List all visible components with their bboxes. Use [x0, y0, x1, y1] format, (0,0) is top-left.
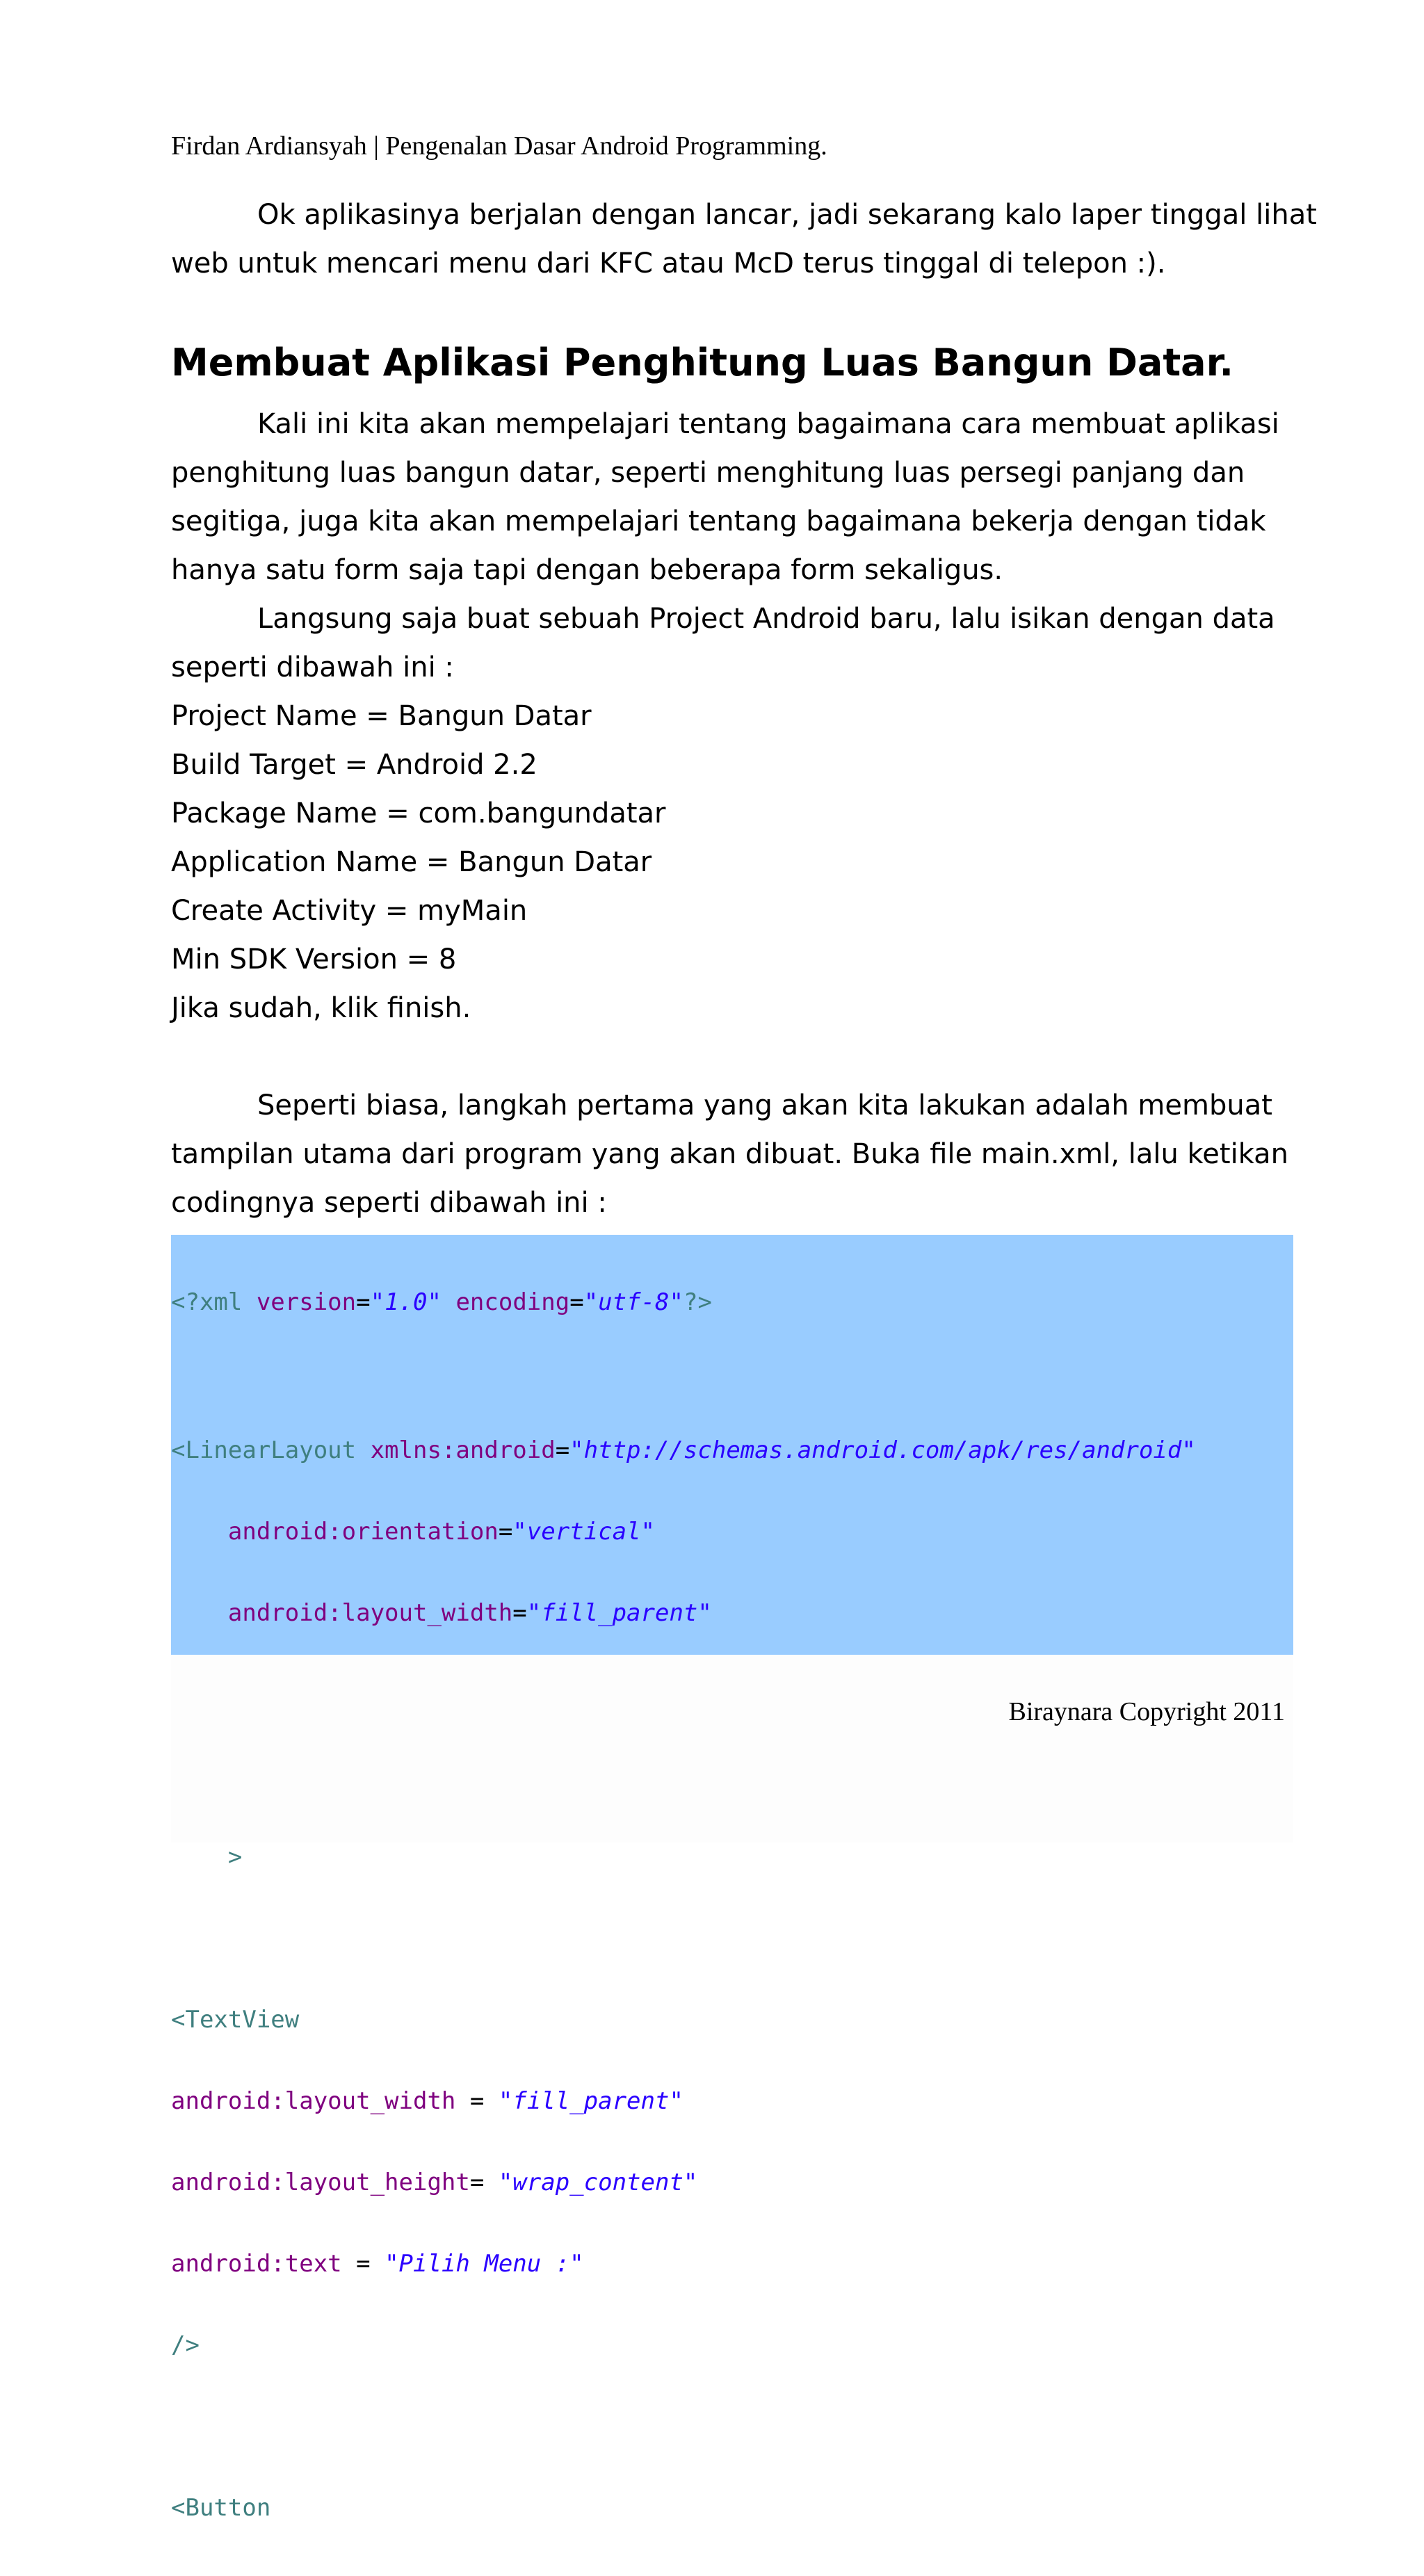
code-token: <Button — [171, 2494, 271, 2522]
code-token: "fill_parent" — [498, 2087, 683, 2115]
code-token: xmlns:android — [356, 1436, 556, 1464]
paragraph-1 — [171, 400, 1297, 594]
code-line-textview — [171, 2007, 1293, 2034]
intro-paragraph — [171, 191, 1317, 288]
code-line-xml-declaration — [171, 1289, 1293, 1316]
code-token: version — [242, 1288, 357, 1316]
code-token: "vertical" — [512, 1518, 655, 1546]
paragraph-gap — [171, 1032, 1297, 1081]
code-token: <?xml — [171, 1288, 243, 1316]
code-token: = — [341, 2250, 385, 2278]
code-token: = — [555, 1436, 570, 1464]
code-token: "Pilih Menu :" — [385, 2250, 584, 2278]
finish-instruction: Jika sudah, klik finish. — [171, 992, 471, 1024]
text-line: segitiga, juga kita akan mempelajari tentang bagaimana bekerja dengan tidak — [171, 505, 1266, 537]
code-token: = — [569, 1288, 584, 1316]
code-token: "utf-8" — [583, 1288, 683, 1316]
setting-build-target: Build Target = Android 2.2 — [171, 749, 537, 781]
text-line: Ok aplikasinya berjalan dengan lancar, jadi sekarang kalo laper tinggal lihat — [257, 199, 1317, 231]
section-body — [171, 400, 1297, 1227]
setting-min-sdk: Min SDK Version = 8 — [171, 943, 457, 975]
code-token: = — [455, 2087, 499, 2115]
copyright-footer: Biraynara Copyright 2011 — [1008, 1697, 1285, 1726]
code-token: = — [512, 1599, 527, 1627]
code-token: ?> — [683, 1288, 712, 1316]
code-token: android:layout_height — [171, 2169, 470, 2196]
footer-area — [171, 1655, 1293, 1842]
text-line: seperti dibawah ini : — [171, 651, 454, 683]
code-token: "http://schemas.android.com/apk/res/android" — [569, 1436, 1196, 1464]
text-line: penghitung luas bangun datar, seperti menghitung luas persegi panjang dan — [171, 457, 1245, 489]
section-title: Membuat Aplikasi Penghitung Luas Bangun Datar. — [171, 341, 1234, 384]
text-line: web untuk mencari menu dari KFC atau McD terus tinggal di telepon :). — [171, 248, 1166, 280]
text-line: codingnya seperti dibawah ini : — [171, 1187, 607, 1219]
code-line-orientation — [171, 1518, 1293, 1546]
paragraph-3 — [171, 1081, 1297, 1227]
code-line-close-bracket — [171, 1844, 1293, 1871]
code-line-tv-height — [171, 2169, 1293, 2196]
code-line-layout-width — [171, 1600, 1293, 1627]
paragraph-2 — [171, 594, 1297, 692]
code-token: > — [171, 1843, 243, 1871]
code-line-tv-width — [171, 2088, 1293, 2115]
code-line-button — [171, 2495, 1293, 2522]
code-token: android:layout_width — [171, 2087, 456, 2115]
text-line: hanya satu form saja tapi dengan beberapa form sekaligus. — [171, 554, 1003, 586]
code-token: "fill_parent" — [526, 1599, 712, 1627]
code-token: /> — [171, 2331, 200, 2359]
running-header: Firdan Ardiansyah | Pengenalan Dasar Android Programming. — [171, 131, 827, 161]
setting-application-name: Application Name = Bangun Datar — [171, 846, 652, 878]
code-token: <TextView — [171, 2006, 300, 2034]
code-token: = — [356, 1288, 371, 1316]
code-line-linearlayout — [171, 1437, 1293, 1464]
code-token: android:layout_width — [171, 1599, 513, 1627]
code-token: android:orientation — [171, 1518, 499, 1546]
code-token: <LinearLayout — [171, 1436, 357, 1464]
setting-package-name: Package Name = com.bangundatar — [171, 797, 666, 829]
code-token: = — [498, 1518, 513, 1546]
text-line: Seperti biasa, langkah pertama yang akan kita lakukan adalah membuat — [257, 1089, 1272, 1121]
text-line: Langsung saja buat sebuah Project Android baru, lalu isikan dengan data — [257, 603, 1275, 635]
code-token: android:text — [171, 2250, 342, 2278]
code-line-tv-close — [171, 2332, 1293, 2359]
code-line-tv-text — [171, 2251, 1293, 2278]
code-token: encoding — [441, 1288, 570, 1316]
code-token: = — [469, 2169, 499, 2196]
setting-create-activity: Create Activity = myMain — [171, 895, 528, 927]
code-token: "wrap_content" — [498, 2169, 698, 2196]
code-token: "1.0" — [370, 1288, 442, 1316]
text-line: Kali ini kita akan mempelajari tentang bagaimana cara membuat aplikasi — [257, 408, 1279, 440]
project-settings-list — [171, 692, 1297, 1032]
setting-project-name: Project Name = Bangun Datar — [171, 700, 592, 732]
text-line: tampilan utama dari program yang akan dibuat. Buka file main.xml, lalu ketikan — [171, 1138, 1289, 1170]
